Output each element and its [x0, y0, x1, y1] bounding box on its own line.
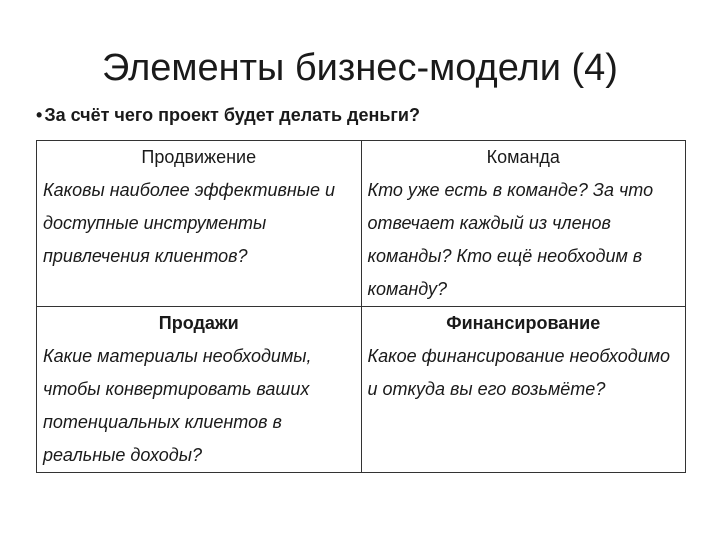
cell-text-financing: Какое финансирование необходимо и откуда вы его возьмёте?: [367, 346, 671, 399]
cell-heading-financing: Финансирование: [446, 313, 601, 333]
bullet-dot-icon: •: [36, 105, 43, 125]
table-row: [37, 141, 686, 307]
business-model-table: [36, 140, 686, 473]
cell-heading-sales: Продажи: [158, 313, 239, 333]
cell-text-team: Кто уже есть в команде? За что отвечает каждый из членов команды? Кто ещё необходим в команду?: [367, 180, 654, 299]
cell-team: [361, 141, 686, 307]
cell-financing: [361, 307, 686, 473]
bullet-text: За счёт чего проект будет делать деньги?: [44, 105, 420, 125]
cell-sales: [37, 307, 362, 473]
slide-title: Элементы бизнес-модели (4): [102, 47, 618, 89]
cell-promotion: [37, 141, 362, 307]
cell-text-sales: Какие материалы необходимы, чтобы конвертировать ваших потенциальных клиентов в реальные доходы?: [43, 346, 312, 465]
cell-text-promotion: Каковы наиболее эффективные и доступные инструменты привлечения клиентов?: [43, 180, 336, 266]
table-row: [37, 307, 686, 473]
cell-heading-promotion: Продвижение: [141, 147, 257, 167]
bullet-item: [36, 103, 420, 127]
cell-heading-team: Команда: [486, 147, 560, 167]
